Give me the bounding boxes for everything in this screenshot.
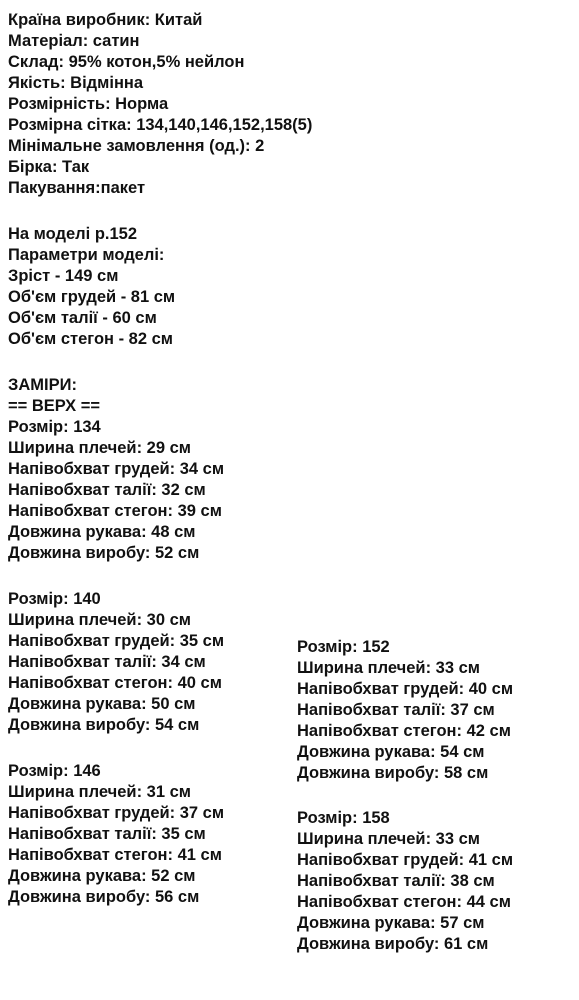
measurement-waist: Напівобхват талії: 35 см [8,825,206,843]
measurements-section: == ВЕРХ == [8,397,101,415]
measurement-chest: Напівобхват грудей: 34 см [8,460,225,478]
measurement-length: Довжина виробу: 61 см [297,935,489,953]
measurement-hips: Напівобхват стегон: 40 см [8,674,222,692]
min-order-line: Мінімальне замовлення (од.): 2 [8,137,265,155]
measurement-length: Довжина виробу: 52 см [8,544,200,562]
model-chest: Об'єм грудей - 81 см [8,288,176,306]
measurement-waist: Напівобхват талії: 37 см [297,701,495,719]
measurement-shoulders: Ширина плечей: 33 см [297,830,480,848]
material-line: Матеріал: сатин [8,32,140,50]
measurement-shoulders: Ширина плечей: 30 см [8,611,191,629]
measurement-shoulders: Ширина плечей: 33 см [297,659,480,677]
packaging-line: Пакування:пакет [8,179,146,197]
measurement-waist: Напівобхват талії: 34 см [8,653,206,671]
measurements-title: ЗАМІРИ: [8,376,77,394]
measurement-hips: Напівобхват стегон: 44 см [297,893,511,911]
measurement-length: Довжина виробу: 58 см [297,764,489,782]
sizing-line: Розмірність: Норма [8,95,169,113]
tag-line: Бірка: Так [8,158,90,176]
measurement-chest: Напівобхват грудей: 35 см [8,632,225,650]
measurement-chest: Напівобхват грудей: 37 см [8,804,225,822]
measurement-waist: Напівобхват талії: 38 см [297,872,495,890]
measurement-waist: Напівобхват талії: 32 см [8,481,206,499]
on-model-line: На моделі р.152 [8,225,138,243]
measurement-chest: Напівобхват грудей: 40 см [297,680,514,698]
measurement-shoulders: Ширина плечей: 31 см [8,783,191,801]
size-heading: Розмір: 134 [8,418,101,436]
model-hips: Об'єм стегон - 82 см [8,330,173,348]
measurement-hips: Напівобхват стегон: 42 см [297,722,511,740]
model-params-title: Параметри моделі: [8,246,165,264]
country-line: Країна виробник: Китай [8,11,203,29]
measurement-sleeve: Довжина рукава: 50 см [8,695,196,713]
size-heading: Розмір: 158 [297,809,390,827]
quality-line: Якість: Відмінна [8,74,144,92]
measurement-length: Довжина виробу: 54 см [8,716,200,734]
measurement-shoulders: Ширина плечей: 29 см [8,439,191,457]
size-grid-line: Розмірна сітка: 134,140,146,152,158(5) [8,116,313,134]
measurement-sleeve: Довжина рукава: 52 см [8,867,196,885]
measurement-sleeve: Довжина рукава: 57 см [297,914,485,932]
size-heading: Розмір: 140 [8,590,101,608]
model-height: Зріст - 149 см [8,267,119,285]
measurement-sleeve: Довжина рукава: 48 см [8,523,196,541]
size-heading: Розмір: 146 [8,762,101,780]
measurement-chest: Напівобхват грудей: 41 см [297,851,514,869]
measurement-sleeve: Довжина рукава: 54 см [297,743,485,761]
measurement-hips: Напівобхват стегон: 39 см [8,502,222,520]
measurement-length: Довжина виробу: 56 см [8,888,200,906]
composition-line: Склад: 95% котон,5% нейлон [8,53,245,71]
model-waist: Об'єм талії - 60 см [8,309,157,327]
measurement-hips: Напівобхват стегон: 41 см [8,846,222,864]
size-heading: Розмір: 152 [297,638,390,656]
